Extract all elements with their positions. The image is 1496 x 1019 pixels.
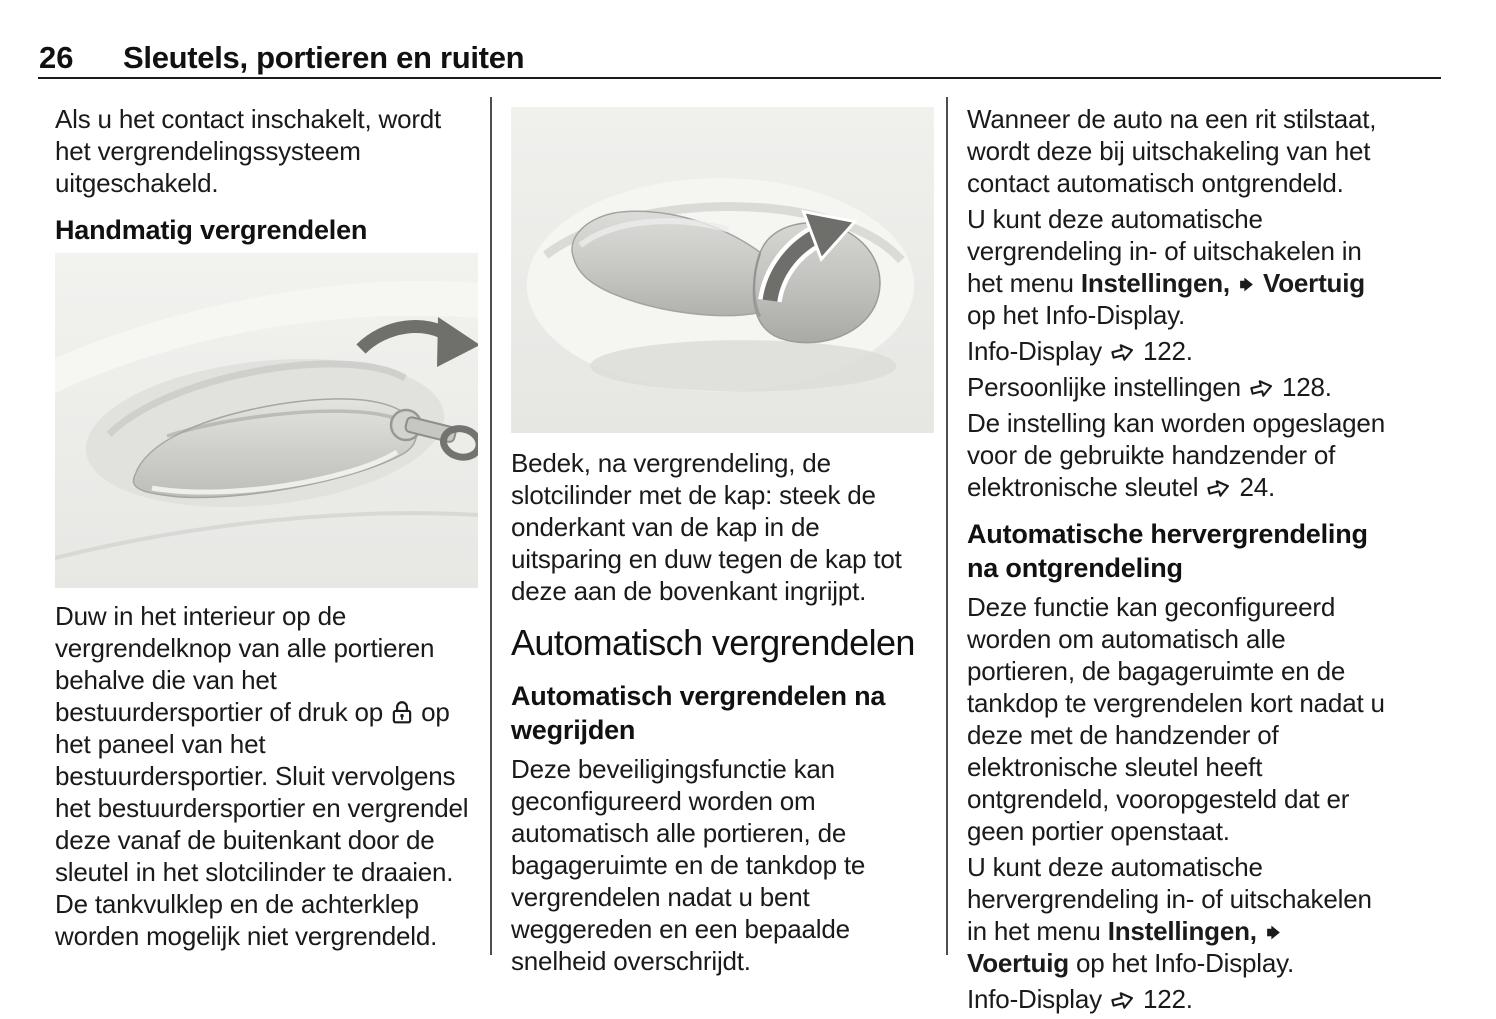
ref-page: 128. (1282, 372, 1332, 402)
paragraph-auto-unlock: Wanneer de auto na een rit stilstaat, wordt deze bij uitschakeling van het contact automatisch ontgrendeld. (967, 104, 1377, 198)
heading-auto-lock-driveoff: Automatisch vergrendelen na wegrijden (511, 681, 886, 745)
ref-arrow-icon (1109, 989, 1136, 1013)
menu-settings-label: Instellingen, (1107, 916, 1257, 946)
paragraph-ignition-unlock: Als u het contact inschakelt, wordt het vergrendelingssysteem uitgeschakeld. (55, 104, 442, 198)
figure-door-handle-key (55, 253, 478, 588)
paragraph-text-after-lock: op het paneel van het bestuurdersportier. Sluit vervolgens het bestuurdersportier en vergrendel deze vanaf de buitenkant door de sleutel in het slotcilinder te draaien. De tankvulklep en de achterklep worden mogelijk niet vergrendeld. (55, 697, 469, 951)
cross-reference-info-display (967, 335, 1390, 367)
paragraph-setting-stored (967, 407, 1390, 503)
setting-stored-text: De instelling kan worden opgeslagen voor de gebruikte handzender of elektronische sleutel (967, 408, 1385, 502)
page-header (39, 40, 1441, 76)
ref-label: Persoonlijke instellingen (967, 372, 1241, 402)
paragraph-relock-menu-setting (967, 851, 1390, 979)
ref-arrow-icon (1109, 341, 1136, 365)
chapter-title: Sleutels, portieren en ruiten (123, 40, 525, 75)
menu-arrow-icon (1238, 276, 1255, 293)
menu-setting-pre: U kunt deze automatische vergrendeling in- of uitschakelen in het menu (967, 204, 1362, 298)
content-columns (55, 95, 1390, 1019)
handle-drop-shadow (590, 340, 896, 391)
door-handle-cap-illustration (511, 107, 934, 433)
column-middle (511, 95, 934, 981)
column-left (55, 95, 478, 956)
menu-vehicle-label: Voertuig (967, 948, 1069, 978)
paragraph-menu-setting (967, 203, 1390, 331)
cross-reference-info-display-2 (967, 983, 1390, 1015)
heading-manual-locking: Handmatig vergrendelen (55, 215, 368, 245)
paragraph-auto-relock: Deze functie kan geconfigureerd worden om automatisch alle portieren, de bagageruimte en de tankdop te vergrendelen kort nadat u deze met de handzender of elektronische sleutel heeft ontgrendeld, vooropgesteld dat er geen portier openstaat. (967, 592, 1385, 846)
relock-menu-post: op het Info-Display. (1075, 948, 1295, 978)
relock-menu-pre: U kunt deze automatische hervergrendeling in- of uitschakelen in het menu (967, 852, 1372, 946)
paragraph-cap-cover: Bedek, na vergrendeling, de slotcilinder met de kap: steek de onderkant van de kap in de uitsparing en duw tegen de kap tot deze aan de bovenkant ingrijpt. (511, 448, 902, 606)
heading-auto-relock: Automatische hervergrendeling na ontgrendeling (967, 519, 1368, 583)
column-separator-right (946, 97, 948, 955)
header-rule (38, 77, 1441, 79)
ref-label: Info-Display (967, 984, 1102, 1014)
menu-arrow-icon (1265, 924, 1282, 941)
ref-page: 122. (1142, 984, 1193, 1014)
column-separator-left (490, 97, 492, 955)
column-right (967, 95, 1390, 1019)
lock-icon (391, 699, 413, 725)
ref-arrow-icon (1205, 477, 1232, 501)
paragraph-auto-lock-driveoff: Deze beveiligingsfunctie kan geconfigureerd worden om automatisch alle portieren, de bagageruimte en de tankdop te vergrendelen nadat u bent weggereden en een bepaalde snelheid overschrijdt. (511, 754, 866, 976)
menu-settings-label: Instellingen, (1080, 268, 1230, 298)
heading-automatic-locking: Automatisch vergrendelen (511, 622, 915, 663)
menu-vehicle-label: Voertuig (1263, 268, 1365, 298)
page-number: 26 (39, 40, 74, 75)
paragraph-manual-locking (55, 600, 478, 952)
ref-arrow-icon (1248, 377, 1275, 401)
ref-label: Info-Display (967, 336, 1102, 366)
paragraph-text-before-lock: Duw in het interieur op de vergrendelknop van alle portieren behalve die van het bestuurdersportier of druk op (55, 601, 435, 727)
figure-door-handle-cap (511, 107, 934, 433)
ref-page: 24. (1239, 472, 1275, 502)
cross-reference-personal-settings (967, 371, 1390, 403)
door-handle-key-illustration (55, 253, 478, 588)
menu-setting-post: op het Info-Display. (967, 300, 1186, 330)
ref-page: 122. (1142, 336, 1193, 366)
